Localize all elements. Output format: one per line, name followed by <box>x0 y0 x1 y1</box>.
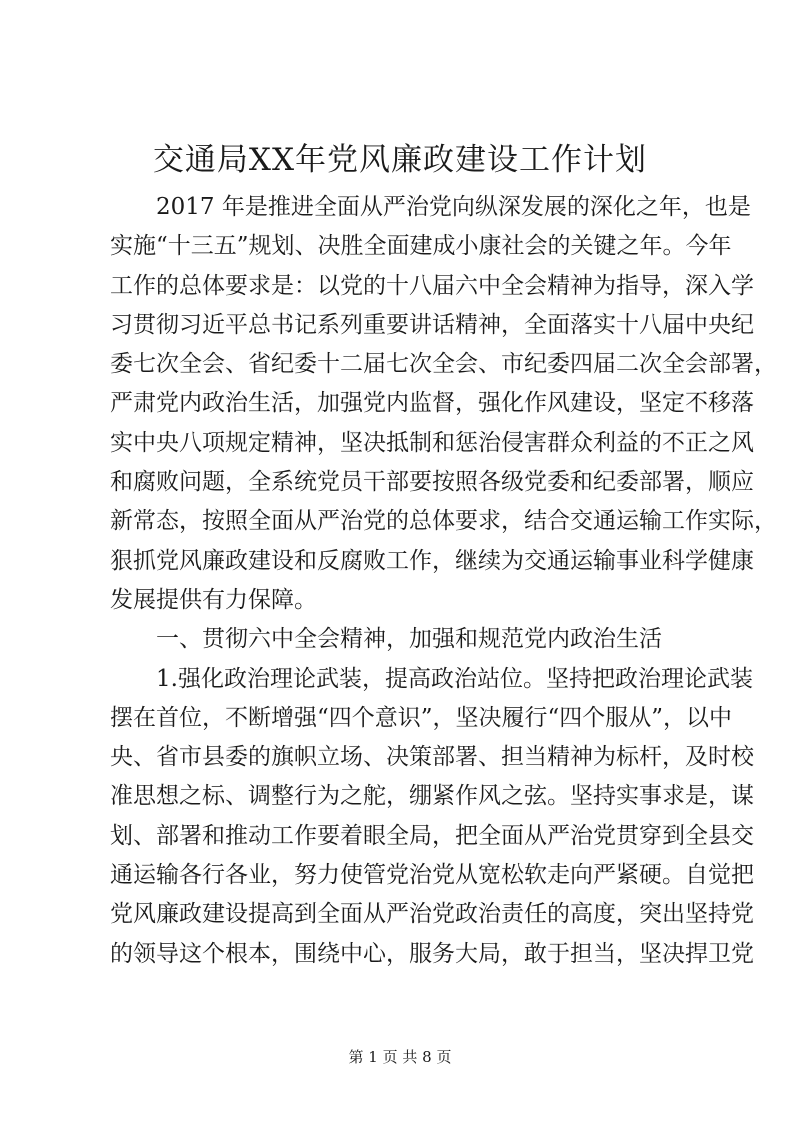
text-line: 狠抓党风廉政建设和反腐败工作，继续为交通运输事业科学健康 <box>110 547 754 574</box>
text-line: 通运输各行各业，努力使管党治党从宽松软走向严紧硬。自觉把 <box>110 862 754 889</box>
text-line: 1.强化政治理论武装，提高政治站位。坚持把政治理论武装 <box>156 665 753 692</box>
text-line: 摆在首位，不断增强“四个意识”，坚决履行“四个服从”，以中 <box>110 704 733 731</box>
text-line: 工作的总体要求是：以党的十八届六中全会精神为指导，深入学 <box>110 272 754 299</box>
text-line: 委七次全会、省纪委十二届七次全会、市纪委四届二次全会部署， <box>110 351 777 378</box>
text-line: 党风廉政建设提高到全面从严治党政治责任的高度，突出坚持党 <box>110 901 754 928</box>
text-line: 实中央八项规定精神，坚决抵制和惩治侵害群众利益的不正之风 <box>110 429 754 456</box>
page-number-footer: 第 1 页 共 8 页 <box>348 1048 452 1066</box>
text-line: 准思想之标、调整行为之舵，绷紧作风之弦。坚持实事求是，谋 <box>110 783 754 810</box>
text-line: 实施“十三五”规划、决胜全面建成小康社会的关键之年。今年 <box>110 233 732 260</box>
section-heading: 一、贯彻六中全会精神，加强和规范党内政治生活 <box>156 626 662 653</box>
text-line: 划、部署和推动工作要着眼全局，把全面从严治党贯穿到全县交 <box>110 822 754 849</box>
text-line: 发展提供有力保障。 <box>110 586 317 613</box>
text-line: 央、省市县委的旗帜立场、决策部署、担当精神为标杆，及时校 <box>110 744 754 771</box>
text-line: 的领导这个根本，围绕中心，服务大局，敢于担当，坚决捍卫党 <box>110 940 754 967</box>
text-line: 严肃党内政治生活，加强党内监督，强化作风建设，坚定不移落 <box>110 390 754 417</box>
document-title: 交通局XX年党风廉政建设工作计划 <box>152 142 648 178</box>
text-line: 2017 年是推进全面从严治党向纵深发展的深化之年，也是 <box>156 194 751 220</box>
text-line: 新常态，按照全面从严治党的总体要求，结合交通运输工作实际， <box>110 508 777 535</box>
document-body <box>110 188 777 974</box>
text-line: 和腐败问题，全系统党员干部要按照各级党委和纪委部署，顺应 <box>110 469 754 496</box>
text-line: 习贯彻习近平总书记系列重要讲话精神，全面落实十八届中央纪 <box>110 311 754 338</box>
